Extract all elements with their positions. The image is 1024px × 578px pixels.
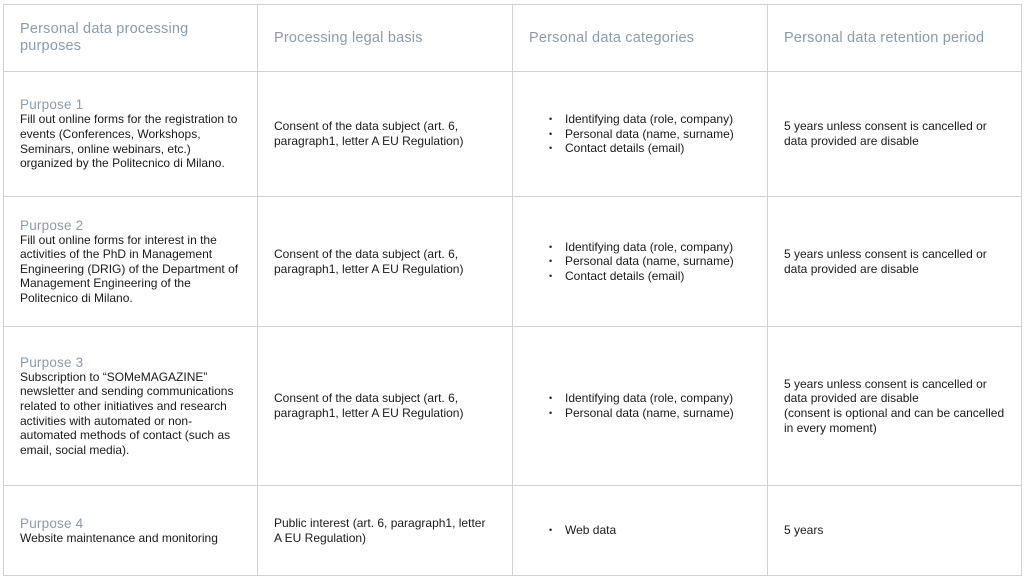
categories-cell xyxy=(513,486,768,576)
purpose-description: Fill out online forms for the registration to events (Conferences, Workshops, Seminars, online webinars, etc.) organized by the Politecnico di Milano. xyxy=(20,112,238,171)
list-item: • Contact details (email) xyxy=(549,269,751,284)
retention-period: 5 years unless consent is cancelled or data provided are disable xyxy=(784,246,987,276)
legal-basis-cell: Public interest (art. 6, paragraph1, letter A EU Regulation) xyxy=(258,486,513,576)
legal-basis-cell: Consent of the data subject (art. 6, paragraph1, letter A EU Regulation) xyxy=(258,327,513,486)
header-categories: Personal data categories xyxy=(513,5,768,72)
categories-cell xyxy=(513,197,768,327)
list-item: • Contact details (email) xyxy=(549,141,751,156)
table-row xyxy=(4,486,1022,576)
retention-cell xyxy=(768,486,1022,576)
retention-note: (consent is optional and can be cancelled in every moment) xyxy=(784,406,1005,435)
legal-basis-cell: Consent of the data subject (art. 6, paragraph1, letter A EU Regulation) xyxy=(258,72,513,197)
purpose-cell xyxy=(4,486,258,576)
purpose-title: Purpose 4 xyxy=(20,515,84,531)
retention-cell xyxy=(768,72,1022,197)
categories-list xyxy=(529,391,751,420)
header-purposes: Personal data processing purposes xyxy=(4,5,258,72)
purpose-cell xyxy=(4,72,258,197)
table-row xyxy=(4,197,1022,327)
categories-list xyxy=(529,523,751,538)
purpose-cell xyxy=(4,197,258,327)
header-legal-basis: Processing legal basis xyxy=(258,5,513,72)
purpose-title: Purpose 2 xyxy=(20,217,84,233)
table-row xyxy=(4,72,1022,197)
purpose-description: Fill out online forms for interest in the activities of the PhD in Management Engineering (DRIG) of the Department of Management Engineering of the Politecnico di Milano. xyxy=(20,232,239,305)
retention-period: 5 years unless consent is cancelled or data provided are disable xyxy=(784,119,987,148)
list-item: • Identifying data (role, company) xyxy=(549,112,751,127)
table-row xyxy=(4,327,1022,486)
purpose-title: Purpose 1 xyxy=(20,97,84,113)
retention-cell xyxy=(768,197,1022,327)
retention-period: 5 years unless consent is cancelled or data provided are disable xyxy=(784,376,987,406)
categories-list xyxy=(529,112,751,156)
purpose-title: Purpose 3 xyxy=(20,354,84,370)
purpose-description: Website maintenance and monitoring xyxy=(20,530,218,545)
categories-list xyxy=(529,240,751,284)
categories-cell xyxy=(513,72,768,197)
list-item: • Personal data (name, surname) xyxy=(549,254,751,269)
table-header-row xyxy=(4,5,1022,72)
legal-basis-cell: Consent of the data subject (art. 6, paragraph1, letter A EU Regulation) xyxy=(258,197,513,327)
purpose-description: Subscription to “SOMeMAGAZINE” newsletter and sending communications related to other initiatives and research activities with automated or non-automated methods of contact (such as email, social media). xyxy=(20,369,234,457)
list-item: • Personal data (name, surname) xyxy=(549,406,751,421)
purpose-cell xyxy=(4,327,258,486)
categories-cell xyxy=(513,327,768,486)
list-item: • Identifying data (role, company) xyxy=(549,240,751,255)
list-item: • Web data xyxy=(549,523,751,538)
list-item: • Personal data (name, surname) xyxy=(549,127,751,142)
retention-period: 5 years xyxy=(784,523,824,538)
header-retention: Personal data retention period xyxy=(768,5,1022,72)
data-processing-table xyxy=(3,4,1022,576)
list-item: • Identifying data (role, company) xyxy=(549,391,751,406)
retention-cell xyxy=(768,327,1022,486)
